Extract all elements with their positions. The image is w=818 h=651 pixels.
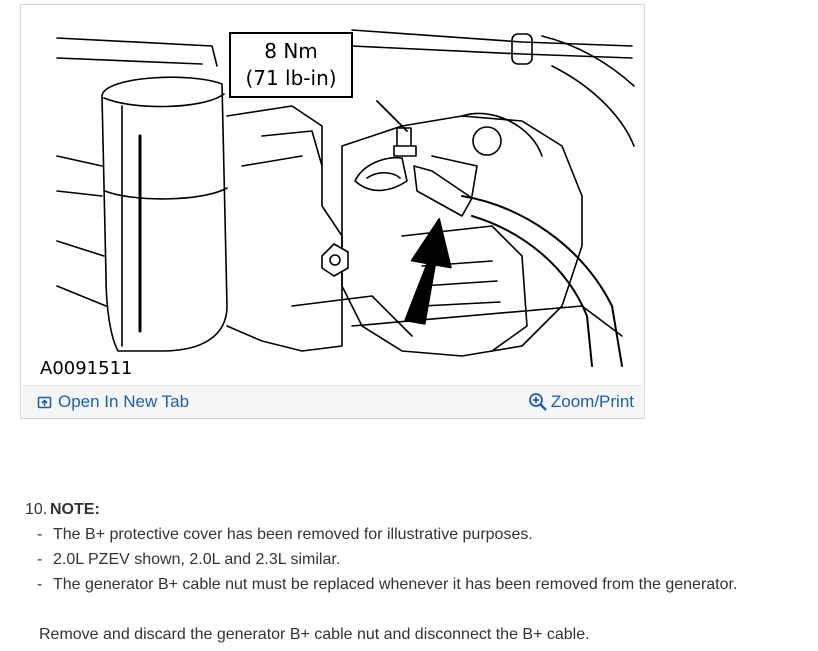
step-header — [25, 497, 815, 522]
torque-callout — [229, 32, 353, 98]
zoom-print-label: Zoom/Print — [550, 392, 634, 411]
list-item — [37, 572, 815, 597]
step-number: 10. — [25, 501, 48, 518]
open-in-new-tab-link[interactable] — [37, 392, 189, 412]
note-list — [25, 522, 815, 597]
step-action-text: Remove and discard the generator B+ cable nut and disconnect the B+ cable. — [39, 626, 590, 643]
list-item — [37, 547, 815, 572]
zoom-print-link[interactable] — [528, 392, 634, 412]
torque-value-lbin: (71 lb-in) — [245, 66, 337, 90]
procedure-step — [25, 497, 815, 643]
list-item — [37, 522, 815, 547]
torque-value-nm: 8 Nm — [264, 39, 318, 63]
note-text: The generator B+ cable nut must be replaced whenever it has been removed from the generator. — [53, 576, 738, 593]
list-dash: - — [37, 551, 43, 568]
figure-id: A0091511 — [40, 358, 133, 379]
list-dash: - — [37, 576, 43, 593]
note-text: 2.0L PZEV shown, 2.0L and 2.3L similar. — [53, 551, 341, 568]
open-in-new-tab-icon — [37, 395, 52, 410]
magnifier-plus-icon — [528, 392, 548, 412]
note-label: NOTE: — [50, 501, 100, 518]
figure-card — [20, 4, 645, 419]
open-in-new-tab-label: Open In New Tab — [58, 392, 190, 411]
figure-toolbar — [22, 385, 643, 418]
generator-illustration — [22, 6, 643, 384]
list-dash: - — [37, 526, 43, 543]
note-text: The B+ protective cover has been removed for illustrative purposes. — [53, 526, 533, 543]
